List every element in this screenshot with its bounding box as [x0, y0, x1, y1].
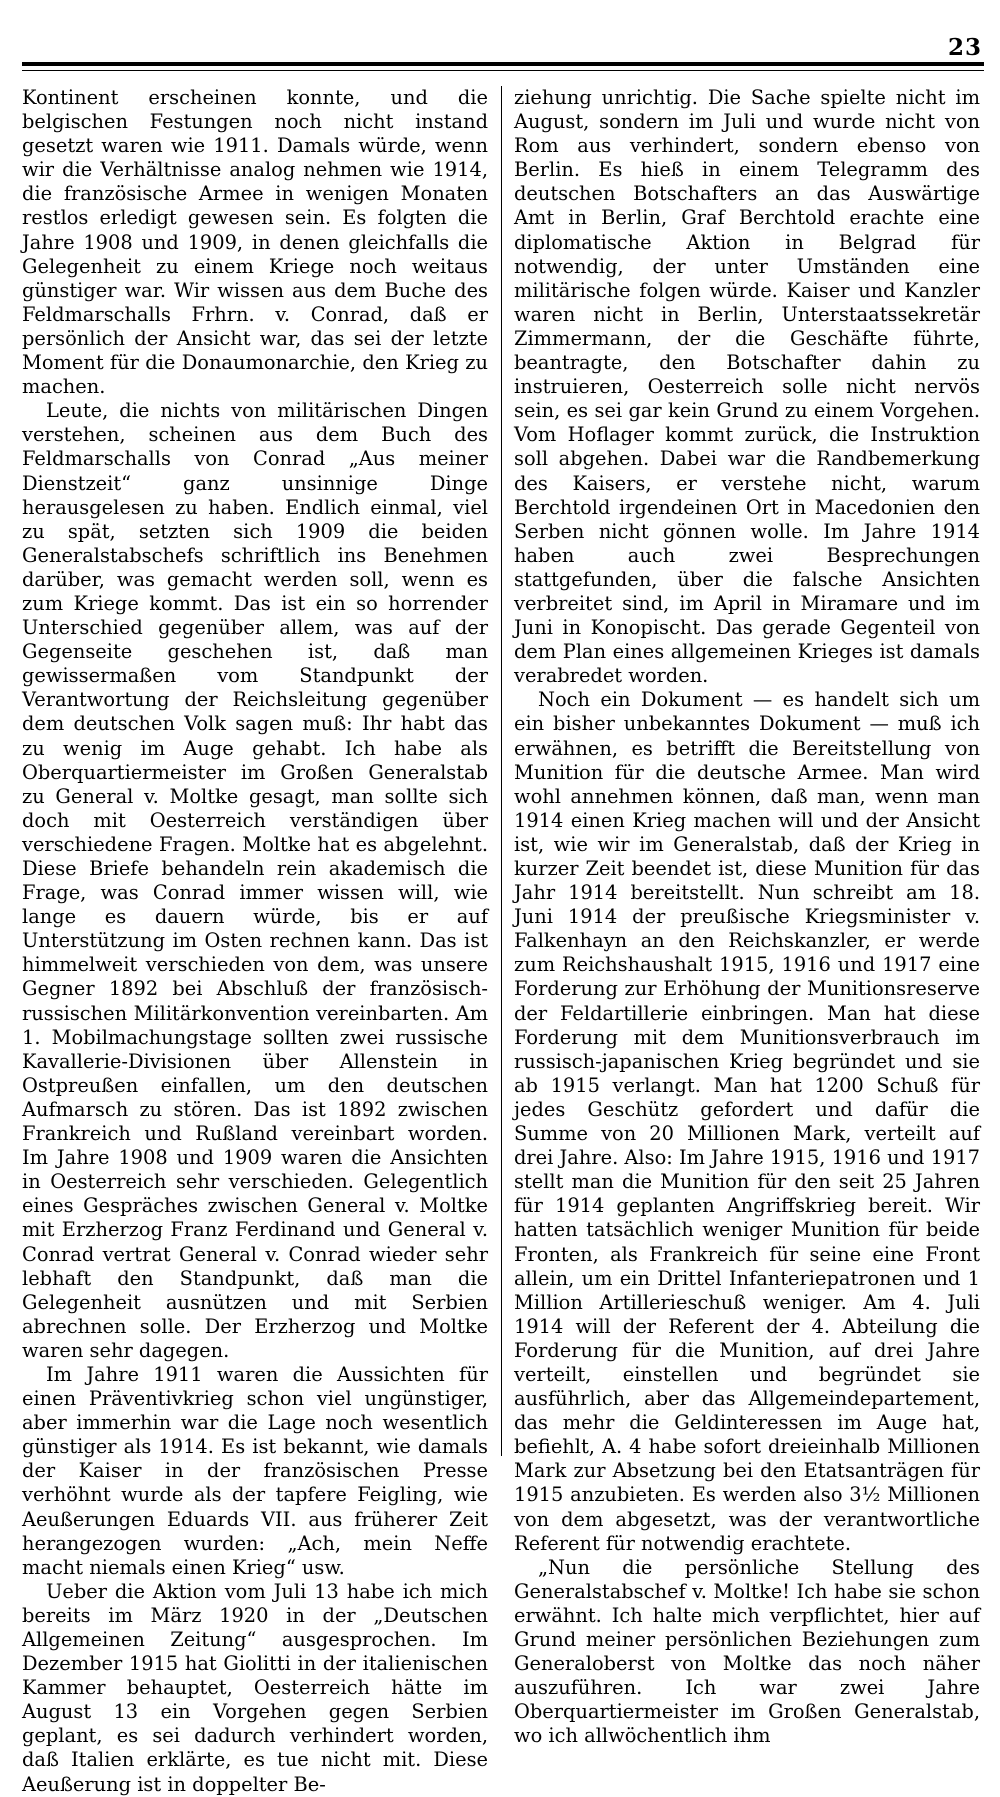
text-columns: [22, 86, 980, 1796]
paragraph: Kontinent erscheinen konnte, und die belgischen Festungen noch nicht instand gesetzt waren wie 1911. Damals würde, wenn wir die Verhältnisse analog nehmen wie 1914, die französische Armee in wenigen Monaten restlos erledigt gewesen sein. Es folgten die Jahre 1908 und 1909, in denen gleichfalls die Gelegenheit zu einem Kriege noch weitaus günstiger war. Wir wissen aus dem Buche des Feldmarschalls Frhrn. v. Conrad, daß er persönlich der Ansicht war, das sei der letzte Moment für die Donaumonarchie, den Krieg zu machen.: [22, 86, 488, 399]
left-column: [22, 86, 488, 1796]
paragraph: ziehung unrichtig. Die Sache spielte nicht im August, sondern im Juli und wurde nicht von Rom aus verhindert, sondern ebenso von Berlin. Es hieß in einem Telegramm des deutschen Botschafters an das Auswärtige Amt in Berlin, Graf Berchtold erachte eine diplomatische Aktion in Belgrad für notwendig, der unter Umständen eine militärische folgen würde. Kaiser und Kanzler waren nicht in Berlin, Unterstaatssekretär Zimmermann, der die Geschäfte führte, beantragte, den Botschafter dahin zu instruieren, Oesterreich solle nicht nervös sein, es sei gar kein Grund zu einem Vorgehen. Vom Hoflager kommt zurück, die Instruktion soll abgehen. Dabei war die Randbemerkung des Kaisers, er verstehe nicht, warum Berchtold irgendeinen Ort in Macedonien den Serben nicht gönnen wolle. Im Jahre 1914 haben auch zwei Besprechungen stattgefunden, über die falsche Ansichten verbreitet sind, im April in Miramare und im Juni in Konopischt. Das gerade Gegenteil von dem Plan eines allgemeinen Krieges ist damals verabredet worden.: [514, 86, 980, 688]
paragraph: Ueber die Aktion vom Juli 13 habe ich mich bereits im März 1920 in der „Deutschen Allgemeinen Zeitung“ ausgesprochen. Im Dezember 1915 hat Giolitti in der italienischen Kammer behauptet, Oesterreich hätte im August 13 ein Vorgehen gegen Serbien geplant, es sei dadurch verhindert worden, daß Italien erklärte, es tue nicht mit. Diese Aeußerung ist in doppelter Be-: [22, 1579, 488, 1796]
paragraph: Im Jahre 1911 waren die Aussichten für einen Präventivkrieg schon viel ungünstiger, aber immerhin war die Lage noch wesentlich günstiger als 1914. Es ist bekannt, wie damals der Kaiser in der französischen Presse verhöhnt wurde als der tapfere Feigling, wie Aeußerungen Eduards VII. aus früherer Zeit herangezogen wurden: „Ach, mein Neffe macht niemals einen Krieg“ usw.: [22, 1362, 488, 1579]
header-rule: [22, 62, 984, 66]
header-rule-thin: [22, 70, 984, 71]
paragraph: Noch ein Dokument — es handelt sich um ein bisher unbekanntes Dokument — muß ich erwähnen, es betrifft die Bereitstellung von Munition für die deutsche Armee. Man wird wohl annehmen können, daß man, wenn man 1914 einen Krieg machen will und der Ansicht ist, wie wir im Generalstab, daß der Krieg in kurzer Zeit beendet ist, diese Munition für das Jahr 1914 bereitstellt. Nun schreibt am 18. Juni 1914 der preußische Kriegsminister v. Falkenhayn an den Reichskanzler, er werde zum Reichshaushalt 1915, 1916 und 1917 eine Forderung zur Erhöhung der Munitionsreserve der Feldartillerie einbringen. Man hat diese Forderung mit dem Munitionsverbrauch im russisch-japanischen Krieg begründet und sie ab 1915 verlangt. Man hat 1200 Schuß für jedes Geschütz gefordert und dafür die Summe von 20 Millionen Mark, verteilt auf drei Jahre. Also: Im Jahre 1915, 1916 und 1917 stellt man die Munition für den seit 25 Jahren für 1914 geplanten Angriffskrieg bereit. Wir hatten tatsächlich weniger Munition für beide Fronten, als Frankreich für seine eine Front allein, um ein Drittel Infanteriepatronen und 1 Million Artillerieschuß weniger. Am 4. Juli 1914 will der Referent der 4. Abteilung die Forderung für die Munition, auf drei Jahre verteilt, einstellen und begründet sie ausführlich, aber das Allgemeindepartement, das mehr die Geldinteressen im Auge hat, befiehlt, A. 4 habe sofort dreieinhalb Millionen Mark zur Absetzung bei den Etatsanträgen für 1915 anzubieten. Es werden also 3½ Millionen von dem abgesetzt, was der verantwortliche Referent für notwendig erachtete.: [514, 688, 980, 1555]
column-divider: [501, 86, 502, 1456]
paragraph: „Nun die persönliche Stellung des Generalstabschef v. Moltke! Ich habe sie schon erwähnt. Ich halte mich verpflichtet, hier auf Grund meiner persönlichen Beziehungen zum Generaloberst von Moltke das noch näher auszuführen. Ich war zwei Jahre Oberquartiermeister im Großen Generalstab, wo ich allwöchentlich ihm: [514, 1555, 980, 1748]
paragraph: Leute, die nichts von militärischen Dingen verstehen, scheinen aus dem Buch des Feldmarschalls von Conrad „Aus meiner Dienstzeit“ ganz unsinnige Dinge herausgelesen zu haben. Endlich einmal, viel zu spät, setzten sich 1909 die beiden Generalstabschefs schriftlich ins Benehmen darüber, was gemacht werden soll, wenn es zum Kriege kommt. Das ist ein so horrender Unterschied gegenüber allem, was auf der Gegenseite geschehen ist, daß man gewissermaßen vom Standpunkt der Verantwortung der Reichsleitung gegenüber dem deutschen Volk sagen muß: Ihr habt das zu wenig im Auge gehabt. Ich habe als Oberquartiermeister im Großen Generalstab zu General v. Moltke gesagt, man sollte sich doch mit Oesterreich verständigen über verschiedene Fragen. Moltke hat es abgelehnt. Diese Briefe behandeln rein akademisch die Frage, was Conrad immer wissen will, wie lange es dauern würde, bis er auf Unterstützung im Osten rechnen kann. Das ist himmelweit verschieden von dem, was unsere Gegner 1892 bei Abschluß der französisch-russischen Militärkonvention vereinbarten. Am 1. Mobilmachungstage sollten zwei russische Kavallerie-Divisionen über Allenstein in Ostpreußen einfallen, um den deutschen Aufmarsch zu stören. Das ist 1892 zwischen Frankreich und Rußland vereinbart worden. Im Jahre 1908 und 1909 waren die Ansichten in Oesterreich sehr verschieden. Gelegentlich eines Gespräches zwischen General v. Moltke mit Erzherzog Franz Ferdinand und General v. Conrad vertrat General v. Conrad wieder sehr lebhaft den Standpunkt, daß man die Gelegenheit ausnützen und mit Serbien abrechnen solle. Der Erzherzog und Moltke waren sehr dagegen.: [22, 399, 488, 1362]
page-number: 23: [947, 34, 982, 61]
right-column: [514, 86, 980, 1748]
